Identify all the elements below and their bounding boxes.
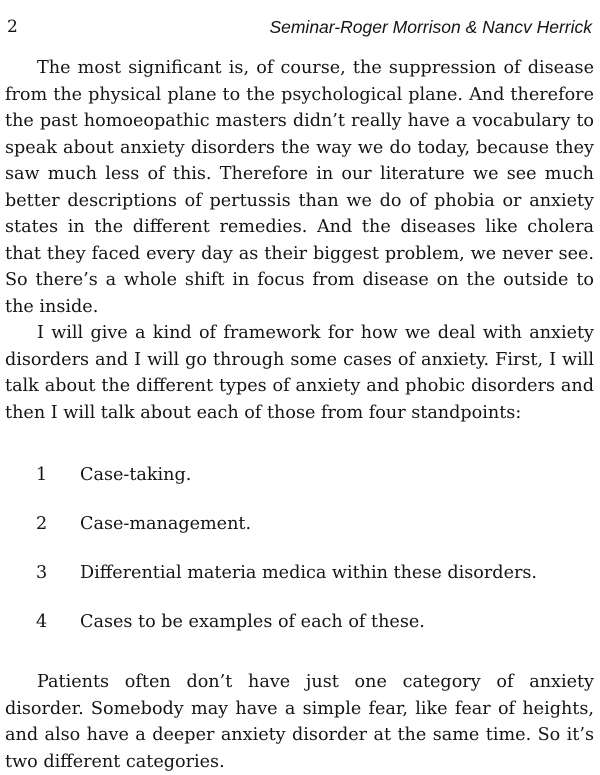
list-item-text: Cases to be examples of each of these. bbox=[80, 612, 425, 632]
running-head: Seminar-Roger Morrison & Nancv Herrick bbox=[269, 17, 592, 37]
list-item-text: Case-management. bbox=[80, 514, 252, 534]
paragraph-categories: Patients often don’t have just one category of anxiety disorder. Somebody may have a simple fear, like fear of heights, and also have a deeper anxiety disorder at the same time. So it’s two different categories. bbox=[5, 672, 594, 772]
paragraph-framework: I will give a kind of framework for how we deal with anxiety disorders and I will go through some cases of anxiety. First, I will talk about the different types of anxiety and phobic disorders and then I will talk about each of those from four standpoints: bbox=[5, 323, 594, 423]
list-item bbox=[5, 511, 594, 560]
page-header bbox=[7, 14, 592, 40]
list-item bbox=[5, 462, 594, 511]
list-item-number: 2 bbox=[36, 514, 48, 534]
list-item-text: Case-taking. bbox=[80, 465, 192, 485]
list-item-number: 4 bbox=[36, 612, 48, 632]
list-item-number: 3 bbox=[36, 563, 48, 583]
page-number: 2 bbox=[7, 17, 18, 37]
list-item bbox=[5, 560, 594, 609]
paragraph-intro: The most significant is, of course, the suppression of disease from the physical plane to the psychological plane. And therefore the past homoeopathic masters didn’t really have a vocabulary to speak about anxiety disorders the way we do today, because they saw much less of this. Therefore in our literature we see much better descriptions of pertussis than we do of phobia or anxiety states in the different remedies. And the diseases like cholera that they faced every day as their biggest problem, we never see. So there’s a whole shift in focus from disease on the outside to the inside. bbox=[5, 58, 594, 317]
page-body bbox=[5, 55, 594, 775]
list-item-number: 1 bbox=[36, 465, 48, 485]
standpoints-list bbox=[5, 462, 594, 658]
list-item-text: Differential materia medica within these disorders. bbox=[80, 563, 538, 583]
list-item bbox=[5, 609, 594, 658]
